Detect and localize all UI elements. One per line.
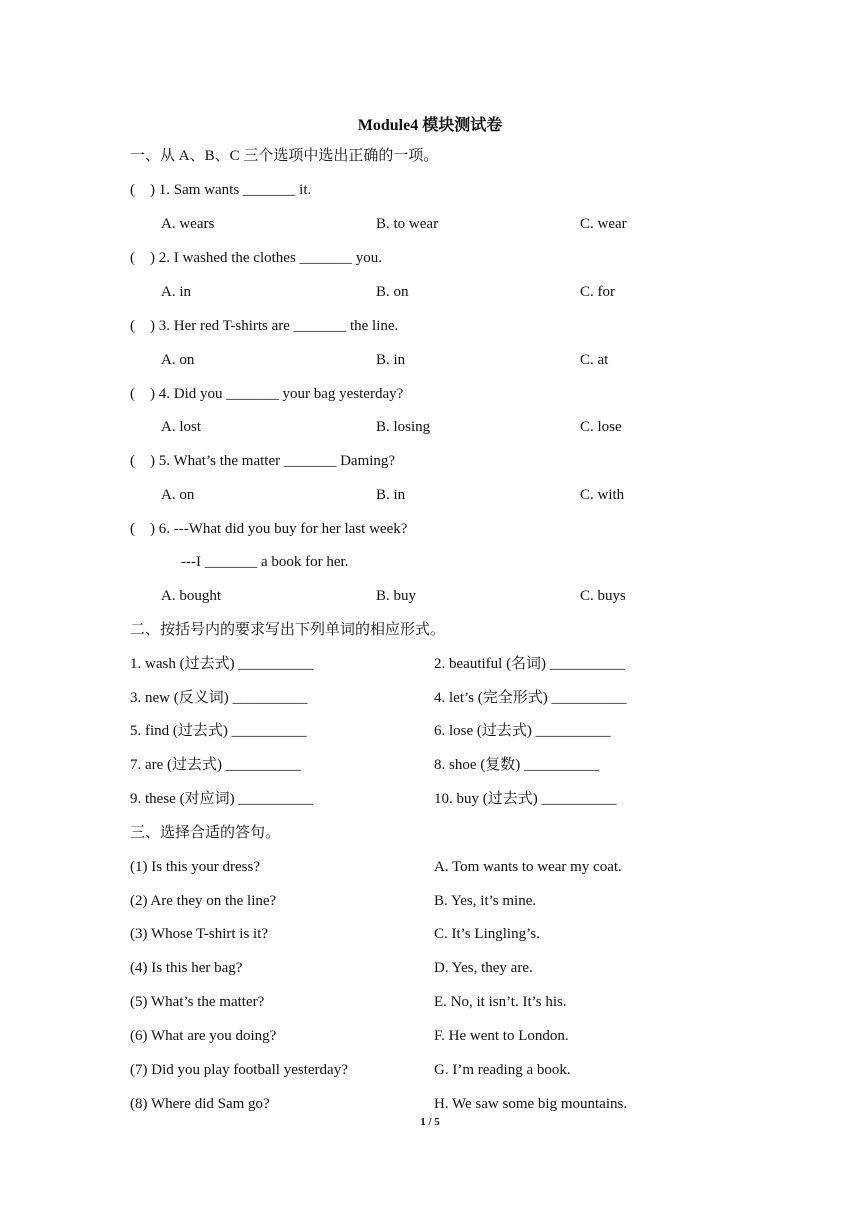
option-a: A. on <box>161 487 195 503</box>
option-b: B. in <box>376 487 406 503</box>
question-6-stem-reply: ---I _______ a book for her. <box>181 554 349 570</box>
match-question: (3) Whose T-shirt is it? <box>130 926 269 942</box>
option-a: A. wears <box>161 216 215 232</box>
match-answer: B. Yes, it’s mine. <box>434 893 537 909</box>
match-question: (4) Is this her bag? <box>130 960 243 976</box>
word-form-item: 4. let’s (完全形式) __________ <box>434 690 627 706</box>
option-a: A. lost <box>161 419 202 435</box>
match-answer: A. Tom wants to wear my coat. <box>434 859 622 875</box>
word-form-item: 7. are (过去式) __________ <box>130 757 301 773</box>
question-3-stem: ( ) 3. Her red T-shirts are _______ the line. <box>130 318 399 334</box>
word-form-item: 5. find (过去式) __________ <box>130 723 307 739</box>
option-a: A. bought <box>161 588 221 604</box>
section2-heading: 二、按括号内的要求写出下列单词的相应形式。 <box>130 622 446 638</box>
match-question: (1) Is this your dress? <box>130 859 260 875</box>
option-c: C. for <box>580 284 615 300</box>
option-a: A. on <box>161 352 195 368</box>
match-answer: C. It’s Lingling’s. <box>434 926 540 942</box>
word-form-item: 8. shoe (复数) __________ <box>434 757 599 773</box>
word-form-item: 10. buy (过去式) __________ <box>434 791 617 807</box>
question-4-stem: ( ) 4. Did you _______ your bag yesterday? <box>130 386 404 402</box>
question-5-stem: ( ) 5. What’s the matter _______ Daming? <box>130 453 396 469</box>
word-form-item: 6. lose (过去式) __________ <box>434 723 611 739</box>
question-6-stem: ( ) 6. ---What did you buy for her last week? <box>130 521 408 537</box>
page-number: 1 / 5 <box>420 1116 440 1128</box>
match-question: (2) Are they on the line? <box>130 893 277 909</box>
option-b: B. to wear <box>376 216 439 232</box>
match-question: (5) What’s the matter? <box>130 994 265 1010</box>
match-question: (8) Where did Sam go? <box>130 1096 270 1112</box>
question-1-stem: ( ) 1. Sam wants _______ it. <box>130 182 312 198</box>
section3-heading: 三、选择合适的答句。 <box>130 825 281 841</box>
option-c: C. buys <box>580 588 626 604</box>
option-c: C. wear <box>580 216 627 232</box>
match-answer: D. Yes, they are. <box>434 960 533 976</box>
match-question: (7) Did you play football yesterday? <box>130 1062 348 1078</box>
word-form-item: 3. new (反义词) __________ <box>130 690 308 706</box>
match-answer: H. We saw some big mountains. <box>434 1096 628 1112</box>
option-a: A. in <box>161 284 191 300</box>
word-form-item: 1. wash (过去式) __________ <box>130 656 314 672</box>
option-c: C. at <box>580 352 609 368</box>
option-b: B. losing <box>376 419 431 435</box>
word-form-item: 9. these (对应词) __________ <box>130 791 314 807</box>
page-title: Module4 模块测试卷 <box>357 117 503 134</box>
question-2-stem: ( ) 2. I washed the clothes _______ you. <box>130 250 383 266</box>
match-answer: G. I’m reading a book. <box>434 1062 571 1078</box>
option-c: C. with <box>580 487 625 503</box>
match-answer: F. He went to London. <box>434 1028 569 1044</box>
section1-heading: 一、从 A、B、C 三个选项中选出正确的一项。 <box>130 148 439 164</box>
option-b: B. on <box>376 284 409 300</box>
match-answer: E. No, it isn’t. It’s his. <box>434 994 567 1010</box>
option-c: C. lose <box>580 419 622 435</box>
match-question: (6) What are you doing? <box>130 1028 277 1044</box>
option-b: B. in <box>376 352 406 368</box>
option-b: B. buy <box>376 588 417 604</box>
word-form-item: 2. beautiful (名词) __________ <box>434 656 625 672</box>
